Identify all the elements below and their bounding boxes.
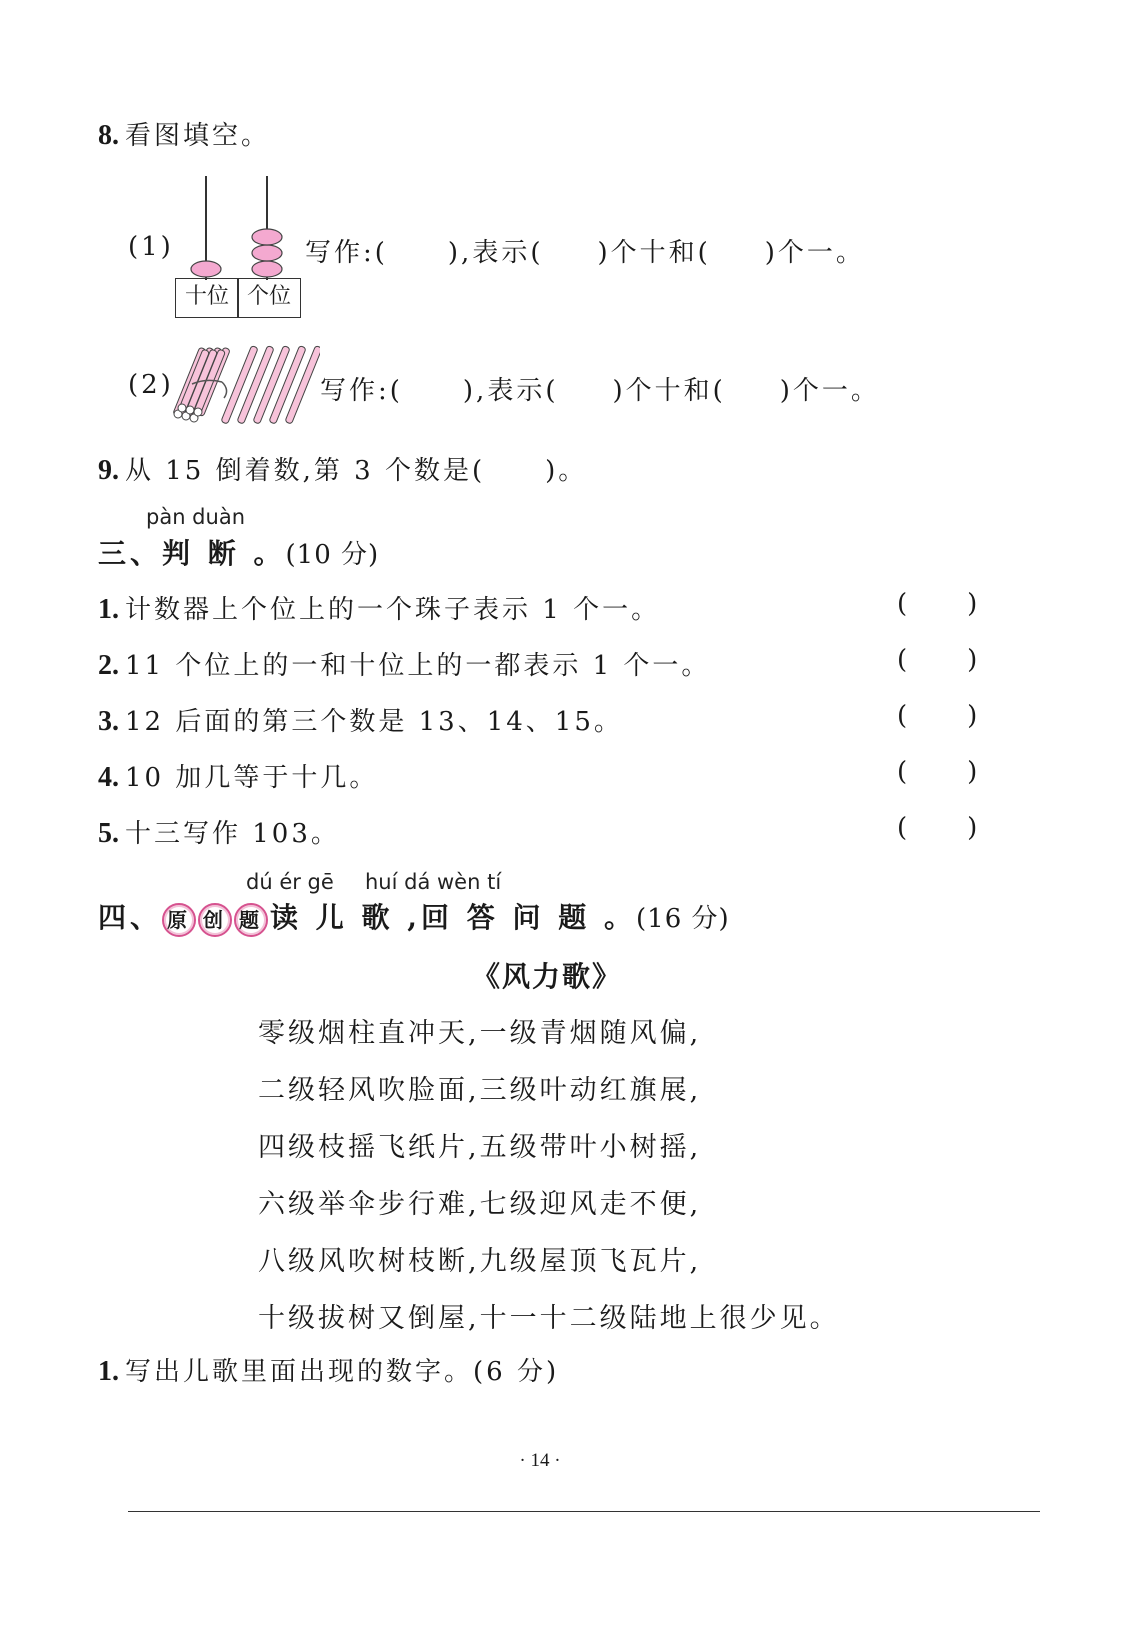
answer-bracket[interactable]: ( ) bbox=[897, 645, 978, 675]
judge-item bbox=[98, 645, 710, 682]
poem-line: 六级举伞步行难,七级迎风走不便, bbox=[258, 1189, 702, 1220]
poem-line: 零级烟柱直冲天,一级青烟随风偏, bbox=[258, 1018, 702, 1049]
place-tens-label: 十位 bbox=[175, 278, 239, 318]
section4-q1-number: 1. bbox=[98, 1356, 119, 1387]
section3-points: (10 分) bbox=[285, 540, 380, 570]
q8-part1-blanks bbox=[305, 232, 865, 269]
q9-number: 9. bbox=[98, 455, 119, 486]
section3-title: 判 断 。 bbox=[162, 537, 286, 570]
section4-q1-text: 写出儿歌里面出现的数字。(6 分) bbox=[125, 1357, 560, 1387]
original-badge-char: 创 bbox=[198, 903, 232, 937]
section4-title-2: 回 答 问 题 。 bbox=[421, 901, 637, 934]
abacus-bead-ones bbox=[252, 229, 282, 245]
abacus-bead-ones bbox=[252, 261, 282, 277]
original-badge-char: 题 bbox=[234, 903, 268, 937]
section4-q1 bbox=[98, 1351, 559, 1388]
poem-line: 二级轻风吹脸面,三级叶动红旗展, bbox=[258, 1075, 702, 1106]
q8-part1-label: (1) bbox=[128, 232, 174, 262]
tens-label: )个十和( bbox=[597, 238, 711, 268]
judge-item-number: 4. bbox=[98, 762, 119, 793]
ones-label: )个一。 bbox=[764, 238, 865, 268]
q9 bbox=[98, 450, 587, 487]
poem-title: 《风力歌》 bbox=[472, 960, 623, 993]
judge-item-text: 计数器上个位上的一个珠子表示 1 个一。 bbox=[125, 595, 661, 625]
section3-pinyin: pàn duàn bbox=[146, 505, 246, 529]
ones-label: )个一。 bbox=[779, 376, 880, 406]
q8-text: 看图填空。 bbox=[125, 121, 271, 151]
judge-item-text: 10 加几等于十几。 bbox=[125, 763, 379, 793]
write-as-label: 写作:( bbox=[320, 376, 403, 406]
section4-heading bbox=[98, 896, 730, 937]
section3-prefix: 三、 bbox=[98, 537, 163, 570]
place-ones-label: 个位 bbox=[237, 278, 301, 318]
section4-pinyin-2: huí dá wèn tí bbox=[365, 870, 502, 894]
judge-item-text: 十三写作 103。 bbox=[125, 819, 340, 849]
judge-item bbox=[98, 813, 340, 850]
original-badge-char: 原 bbox=[162, 903, 196, 937]
answer-bracket[interactable]: ( ) bbox=[897, 813, 978, 843]
footer-divider bbox=[128, 1511, 1040, 1512]
section3-heading bbox=[98, 532, 379, 572]
q9-text: 从 15 倒着数,第 3 个数是( bbox=[125, 456, 486, 486]
q8-part2-blanks bbox=[320, 370, 880, 407]
judge-item bbox=[98, 757, 378, 794]
abacus-bead-ones bbox=[252, 245, 282, 261]
judge-item bbox=[98, 589, 660, 626]
poem-line: 十级拔树又倒屋,十一十二级陆地上很少见。 bbox=[258, 1303, 840, 1334]
means-label: ),表示( bbox=[447, 238, 544, 268]
q8-part2-label: (2) bbox=[128, 370, 174, 400]
section4-points: (16 分) bbox=[636, 904, 730, 934]
q8-heading bbox=[98, 115, 270, 152]
tens-label: )个十和( bbox=[612, 376, 726, 406]
judge-item bbox=[98, 701, 623, 738]
judge-item-number: 5. bbox=[98, 818, 119, 849]
abacus-bead-tens bbox=[191, 261, 221, 277]
answer-bracket[interactable]: ( ) bbox=[897, 757, 978, 787]
poem-line: 八级风吹树枝断,九级屋顶飞瓦片, bbox=[258, 1246, 702, 1277]
judge-item-number: 3. bbox=[98, 706, 119, 737]
stick-bundle bbox=[173, 347, 230, 422]
means-label: ),表示( bbox=[462, 376, 559, 406]
poem-line: 四级枝摇飞纸片,五级带叶小树摇, bbox=[258, 1132, 702, 1163]
judge-item-text: 11 个位上的一和十位上的一都表示 1 个一。 bbox=[125, 651, 711, 681]
judge-item-text: 12 后面的第三个数是 13、14、15。 bbox=[125, 707, 623, 737]
section4-title-1: 读 儿 歌 , bbox=[270, 901, 422, 934]
section4-prefix: 四、 bbox=[98, 901, 163, 934]
sticks-figure bbox=[168, 340, 320, 430]
page-number: · 14 · bbox=[519, 1450, 561, 1471]
answer-bracket[interactable]: ( ) bbox=[897, 589, 978, 619]
q9-tail: )。 bbox=[545, 456, 588, 486]
section4-pinyin-1: dú ér gē bbox=[246, 870, 334, 894]
judge-item-number: 2. bbox=[98, 650, 119, 681]
judge-item-number: 1. bbox=[98, 594, 119, 625]
answer-bracket[interactable]: ( ) bbox=[897, 701, 978, 731]
q8-number: 8. bbox=[98, 120, 119, 151]
write-as-label: 写作:( bbox=[305, 238, 388, 268]
